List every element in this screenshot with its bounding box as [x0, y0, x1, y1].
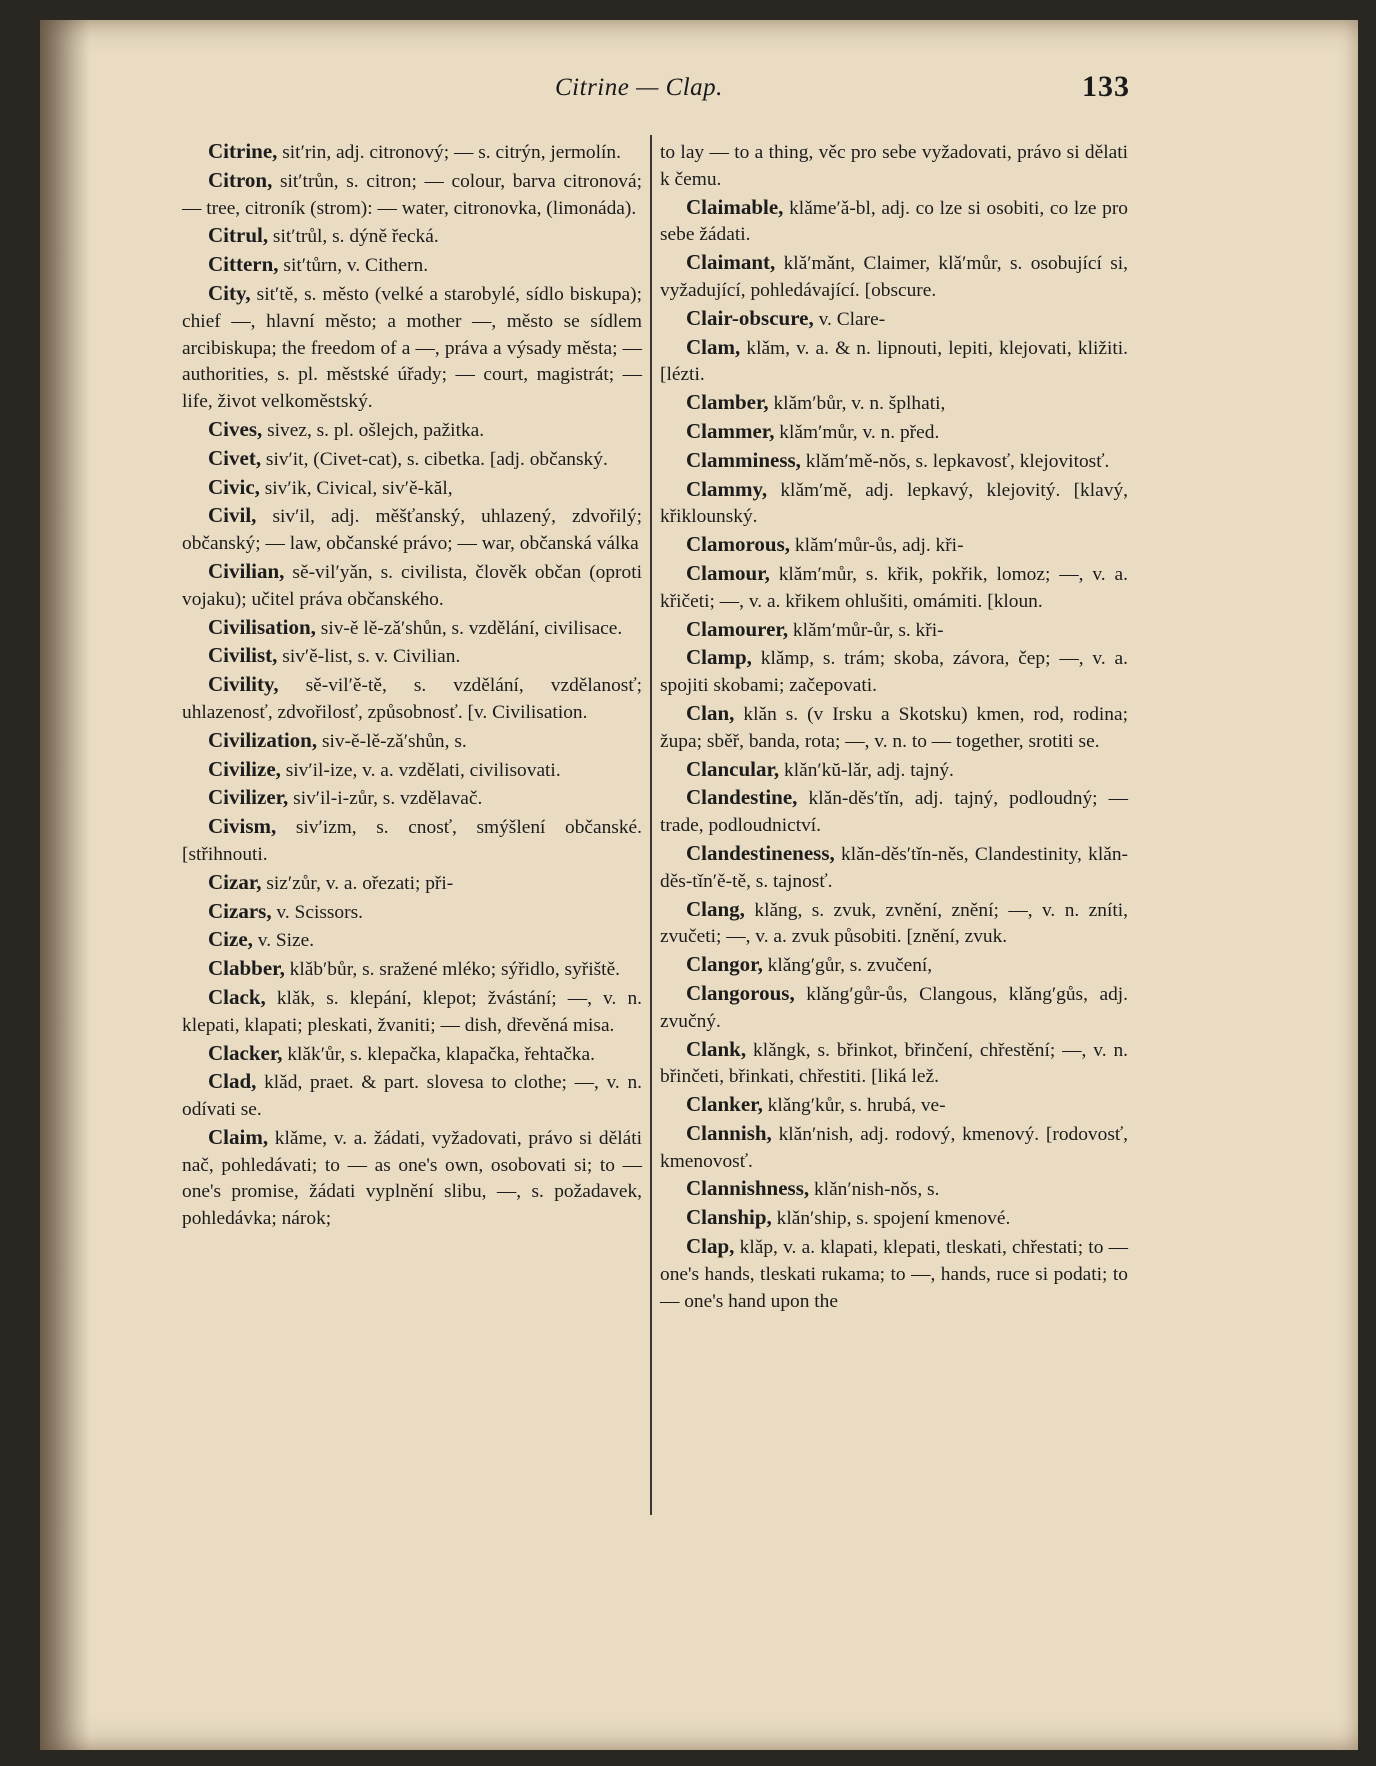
dictionary-entry	[660, 756, 1128, 785]
dictionary-entry	[182, 756, 642, 785]
entry-definition: sivez, s. pl. ošlejch, pažitka.	[262, 419, 485, 441]
entry-definition: klǎm′můr, s. křik, pokřik, lomoz; —, v. a. křičeti; —, v. a. křikem ohlušiti, omámiti. [kloun.	[660, 563, 1128, 612]
headword: City,	[208, 280, 251, 305]
entry-definition: klǎngk, s. břinkot, břinčení, chřestění; —, v. n. břinčeti, břinkati, chřestiti. [liká lež.	[660, 1039, 1128, 1088]
left-column	[182, 138, 642, 1233]
headword: Clannishness,	[686, 1176, 810, 1201]
dictionary-entry	[182, 502, 642, 558]
dictionary-entry	[660, 616, 1128, 645]
dictionary-entry	[660, 560, 1128, 616]
entry-definition: klǎng′kůr, s. hrubá, ve-	[762, 1095, 946, 1117]
entry-definition: klǎm′mě-nǒs, s. lepkavosť, klejovitosť.	[800, 450, 1110, 472]
headword: Clam,	[686, 334, 741, 359]
entry-definition: klǎn′kŭ-lǎr, adj. tajný.	[779, 759, 954, 781]
entry-definition: siv′il-i-zůr, s. vzdělavač.	[288, 788, 483, 810]
headword: Civilize,	[208, 756, 281, 781]
dictionary-entry	[182, 784, 642, 813]
entry-definition: sit′trůn, s. citron; — colour, barva citronová; — tree, citroník (strom): — water, citronovka, (limonáda).	[182, 170, 642, 219]
headword: Civism,	[208, 814, 277, 839]
dictionary-entry	[182, 222, 642, 251]
entry-definition: siv′il-ize, v. a. vzdělati, civilisovati.	[280, 759, 561, 781]
headword: Citron,	[208, 167, 273, 192]
dictionary-entry	[660, 418, 1128, 447]
entry-definition: siv′izm, s. cnosť, smýšlení občanské. [střihnouti.	[182, 817, 642, 865]
headword: Cives,	[208, 416, 263, 441]
entry-definition: sit′rin, adj. citronový; — s. citrýn, jermolín.	[277, 142, 621, 163]
dictionary-entry	[182, 251, 642, 280]
headword: Civet,	[208, 445, 262, 470]
dictionary-entry	[182, 813, 642, 869]
entry-definition: klǎng, s. zvuk, zvnění, znění; —, v. n. zníti, zvučeti; —, v. a. zvuk působiti. [znění, zvuk.	[660, 899, 1128, 948]
dictionary-entry	[660, 305, 1128, 334]
dictionary-entry	[182, 138, 642, 167]
entry-definition: sě-vil′ě-tě, s. vzdělání, vzdělanosť; uhlazenosť, zdvořilosť, způsobnosť. [v. Civilisation.	[182, 675, 642, 723]
entry-definition: klǎ′mǎnt, Claimer, klǎ′můr, s. osobující si, vyžadující, pohledávající. [obscure.	[660, 253, 1128, 301]
dictionary-entry	[182, 984, 642, 1040]
entry-definition: klǎme, v. a. žádati, vyžadovati, právo si děláti nač, pohledávati; to — as one's own, osobovati si; to — one's promise, žádati vyplnění slibu, —, s. požadavek, pohledávka; nárok;	[182, 1127, 642, 1230]
headword: Clap,	[686, 1234, 735, 1259]
entry-definition: siv′ě-list, s. v. Civilian.	[277, 646, 461, 668]
dictionary-entry	[182, 416, 642, 445]
dictionary-entry	[660, 980, 1128, 1036]
headword: Clanship,	[686, 1205, 772, 1230]
headword: Cizars,	[208, 898, 272, 923]
headword: Cizar,	[208, 869, 262, 894]
dictionary-entry	[182, 869, 642, 898]
entry-definition: klǎm′můr, v. n. před.	[774, 421, 940, 443]
dictionary-entry	[182, 558, 642, 614]
running-title: Citrine — Clap.	[555, 74, 723, 101]
dictionary-entry	[660, 194, 1128, 250]
dictionary-entry	[182, 1124, 642, 1233]
headword: Clan,	[686, 700, 735, 725]
headword: Clank,	[686, 1036, 747, 1061]
dictionary-entry	[660, 531, 1128, 560]
entry-definition: klǎn′nish-nǒs, s.	[809, 1179, 940, 1201]
dictionary-entry	[182, 671, 642, 727]
entry-definition: siz′zůr, v. a. ořezati; při-	[261, 872, 454, 894]
headword: Civilizer,	[208, 785, 289, 810]
entry-definition: klǎmp, s. trám; skoba, závora, čep; —, v. a. spojiti skobami; začepovati.	[660, 648, 1128, 697]
entry-definition: sit′tě, s. město (velké a starobylé, sídlo biskupa); chief —, hlavní město; a mother —, město se sídlem arcibiskupa; the freedom of a —, práva a výsady města; — authorities, s. pl. městské úřady; — court, magistrát; — life, život velkoměstský.	[182, 283, 642, 413]
entry-definition: sě-vil′yǎn, s. civilista, člověk občan (oproti vojaku); učitel práva občanského.	[182, 561, 642, 610]
dictionary-entry	[660, 784, 1128, 840]
dictionary-entry	[660, 896, 1128, 952]
dictionary-entry	[660, 249, 1128, 305]
headword: Cize,	[208, 927, 253, 952]
headword: Claimant,	[686, 250, 776, 275]
entry-definition: klǎm′můr-ůr, s. kři-	[788, 619, 944, 641]
headword: Civil,	[208, 503, 257, 528]
dictionary-entry	[182, 642, 642, 671]
dictionary-entry	[660, 1036, 1128, 1092]
entry-definition: klǎn s. (v Irsku a Skotsku) kmen, rod, rodina; župa; sběř, banda, rota; —, v. n. to — together, srotiti se.	[660, 703, 1128, 752]
entry-definition: klǎm′mě, adj. lepkavý, klejovitý. [klavý, křiklounský.	[660, 479, 1128, 528]
headword: Clabber,	[208, 956, 285, 981]
column-divider	[650, 135, 652, 1515]
page-header	[100, 70, 1130, 110]
entry-definition: klǎng′gůr, s. zvučení,	[762, 955, 933, 977]
dictionary-entry	[660, 1091, 1128, 1120]
dictionary-entry	[182, 955, 642, 984]
headword: Clack,	[208, 984, 266, 1009]
headword: Clamber,	[686, 390, 769, 415]
headword: Clannish,	[686, 1120, 772, 1145]
dictionary-entry	[660, 1204, 1128, 1233]
headword: Civilist,	[208, 643, 278, 668]
dictionary-entry	[660, 447, 1128, 476]
entry-definition: klǎn′nish, adj. rodový, kmenový. [rodovosť, kmenovosť.	[660, 1123, 1128, 1172]
dictionary-entry	[182, 474, 642, 503]
headword: Clammy,	[686, 476, 768, 501]
headword: Clad,	[208, 1069, 257, 1094]
entry-definition: to lay — to a thing, věc pro sebe vyžadovati, právo si dělati k čemu.	[660, 142, 1128, 190]
dictionary-entry	[660, 1120, 1128, 1176]
dictionary-entry	[182, 1068, 642, 1124]
headword: Clangor,	[686, 952, 763, 977]
entry-definition: klǎk, s. klepání, klepot; žvástání; —, v. n. klepati, klapati; pleskati, žvaniti; — dish, dřevěná misa.	[182, 987, 642, 1036]
entry-definition: sit′tůrn, v. Cithern.	[278, 255, 429, 277]
dictionary-entry	[182, 167, 642, 223]
entry-definition: klǎn-děs′tǐn, adj. tajný, podloudný; — trade, podloudnictví.	[660, 788, 1128, 837]
headword: Clammer,	[686, 418, 775, 443]
entry-definition: siv-ě-lě-zǎ′shůn, s.	[317, 730, 467, 752]
headword: Clamourer,	[686, 616, 789, 641]
dictionary-entry	[182, 727, 642, 756]
entry-definition: klǎn-děs′tǐn-něs, Clandestinity, klǎn-děs-tǐn′ě-tě, s. tajnosť.	[660, 843, 1128, 892]
headword: Claimable,	[686, 194, 784, 219]
headword: Civility,	[208, 672, 279, 697]
headword: Civic,	[208, 474, 260, 499]
dictionary-entry	[660, 951, 1128, 980]
headword: Clandestineness,	[686, 840, 835, 865]
dictionary-entry	[660, 389, 1128, 418]
entry-definition: sit′trůl, s. dýně řecká.	[268, 226, 439, 248]
entry-definition: klǎd, praet. & part. slovesa to clothe; —, v. n. odívati se.	[182, 1072, 642, 1121]
headword: Clamminess,	[686, 447, 801, 472]
entry-definition: v. Scissors.	[271, 901, 363, 923]
headword: Citrine,	[208, 139, 278, 163]
headword: Civilization,	[208, 727, 318, 752]
dictionary-entry	[660, 700, 1128, 756]
dictionary-entry	[660, 1175, 1128, 1204]
dictionary-entry	[182, 926, 642, 955]
headword: Civilian,	[208, 558, 285, 583]
headword: Clandestine,	[686, 785, 798, 810]
dictionary-entry	[660, 840, 1128, 896]
dictionary-entry	[182, 280, 642, 416]
page-number: 133	[1082, 70, 1130, 103]
right-column	[660, 138, 1128, 1315]
dictionary-entry	[660, 1233, 1128, 1315]
entry-definition: klǎk′ůr, s. klepačka, klapačka, řehtačka.	[282, 1043, 595, 1065]
entry-definition: klǎb′bůr, s. sražené mléko; sýřidlo, syřiště.	[284, 959, 621, 981]
dictionary-entry	[182, 614, 642, 643]
headword: Claim,	[208, 1124, 269, 1149]
headword: Cittern,	[208, 252, 279, 277]
headword: Clamp,	[686, 645, 752, 670]
entry-definition: klǎng′gůr-ůs, Clangous, klǎng′gůs, adj. zvučný.	[660, 983, 1128, 1032]
dictionary-entry	[660, 334, 1128, 390]
headword: Clangorous,	[686, 980, 795, 1005]
headword: Clang,	[686, 896, 745, 921]
entry-definition: siv′ik, Civical, siv′ě-kăl,	[259, 477, 453, 499]
entry-definition: klǎm′bůr, v. n. šplhati,	[768, 393, 946, 415]
entry-definition: v. Size.	[252, 930, 315, 952]
dictionary-entry	[182, 1040, 642, 1069]
entry-definition: siv′it, (Civet-cat), s. cibetka. [adj. občanský.	[261, 448, 608, 470]
dictionary-entry	[182, 898, 642, 927]
headword: Clanker,	[686, 1092, 763, 1117]
entry-definition: siv′il, adj. měšťanský, uhlazený, zdvořilý; občanský; — law, občanské právo; — war, občanská válka	[182, 506, 642, 555]
entry-definition: v. Clare-	[813, 308, 886, 330]
headword: Clancular,	[686, 756, 780, 781]
dictionary-entry	[660, 476, 1128, 532]
headword: Clair-obscure,	[686, 305, 814, 330]
dictionary-entry	[660, 138, 1128, 194]
entry-definition: klǎn′ship, s. spojení kmenové.	[771, 1208, 1011, 1230]
entry-definition: klǎm, v. a. & n. lipnouti, lepiti, klejovati, kližiti. [lézti.	[660, 337, 1128, 386]
entry-definition: siv-ě lě-zǎ′shůn, s. vzdělání, civilisace.	[315, 617, 623, 639]
headword: Civilisation,	[208, 614, 316, 639]
headword: Clamorous,	[686, 532, 791, 557]
entry-definition: klǎme′ǎ-bl, adj. co lze si osobiti, co lze pro sebe žádati.	[660, 197, 1128, 246]
entry-definition: klǎm′můr-ůs, adj. kři-	[790, 535, 964, 557]
entry-definition: klǎp, v. a. klapati, klepati, tleskati, chřestati; to — one's hands, tleskati rukama; to —, hands, ruce si podati; to — one's hand upon the	[660, 1237, 1128, 1312]
headword: Clamour,	[686, 560, 770, 585]
headword: Citrul,	[208, 223, 269, 248]
dictionary-entry	[182, 445, 642, 474]
dictionary-entry	[660, 644, 1128, 700]
headword: Clacker,	[208, 1040, 283, 1065]
